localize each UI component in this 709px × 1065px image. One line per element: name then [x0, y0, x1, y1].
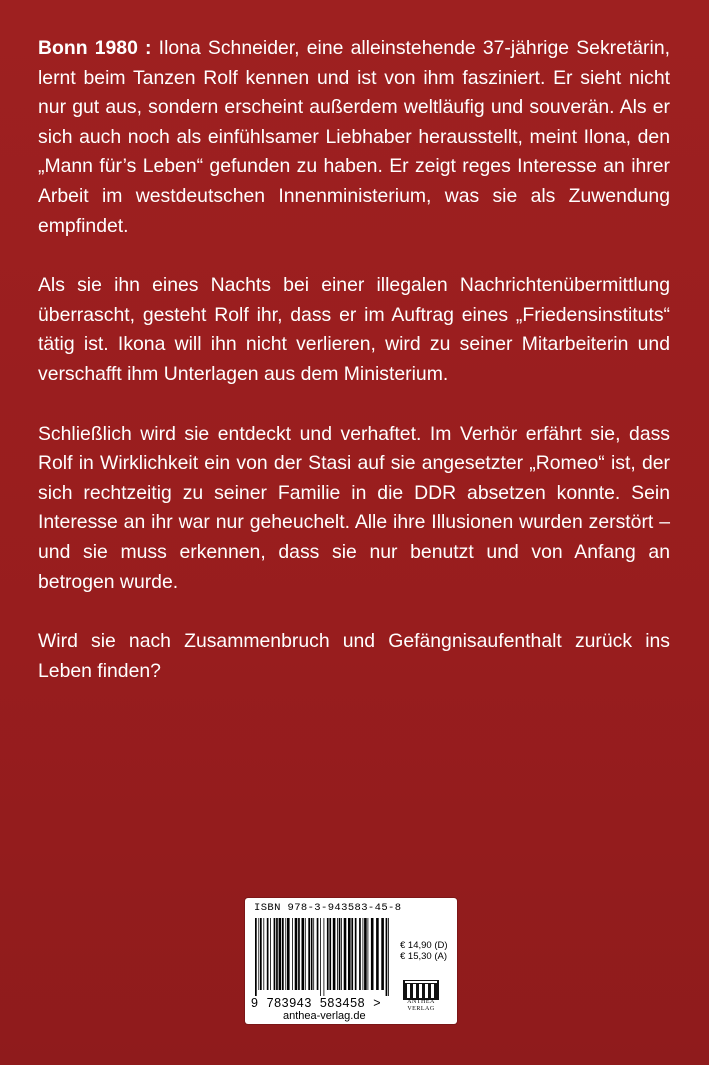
barcode-bar [305, 918, 306, 990]
barcode-bar [344, 918, 347, 990]
barcode-icon [253, 918, 393, 996]
barcode-bar [333, 918, 336, 990]
barcode-bar [341, 918, 342, 990]
barcode-bar [285, 918, 286, 990]
price-at: € 15,30 (A) [400, 951, 447, 962]
barcode-bar [339, 918, 341, 990]
barcode-bar [263, 918, 264, 990]
barcode-bar [295, 918, 298, 990]
blurb-paragraph-1 [38, 34, 670, 241]
blurb-paragraph-2: Als sie ihn eines Nachts bei einer illegalen Nachrichtenübermittlung überrascht, gesteht Rolf ihr, dass er im Auftrag eines „Friedensinstituts“ tätig ist. Ikona will ihn nicht verlieren, wird zu seiner Mitarbeiterin und verschafft ihm Unterlagen aus dem Ministerium. [38, 274, 670, 385]
barcode-bar [311, 918, 313, 990]
barcode-bar [308, 918, 310, 990]
blurb-text [38, 34, 670, 716]
barcode-bar [282, 918, 284, 990]
ean-left-group: 783943 [266, 996, 312, 1010]
barcode-bar [298, 918, 300, 990]
barcode-bar [317, 918, 319, 990]
logo-line-1: ANTHEA [407, 999, 435, 1005]
barcode-bar [348, 918, 351, 990]
isbn-label: ISBN 978-3-943583-45-8 [254, 902, 402, 914]
publisher-website: anthea-verlag.de [283, 1010, 366, 1022]
barcode-bar [386, 918, 388, 996]
ean-right-group: 583458 [319, 996, 366, 1010]
barcode-sticker [245, 898, 457, 1024]
barcode-bar [260, 918, 262, 990]
barcode-bar [267, 918, 269, 990]
barcode-bar [364, 918, 367, 990]
barcode-bar [368, 918, 369, 990]
barcode-bar [258, 918, 259, 990]
barcode-bar [363, 918, 364, 990]
barcode-bar [388, 918, 389, 996]
barcode-bar [327, 918, 329, 990]
barcode-bar [376, 918, 379, 990]
price-de: € 14,90 (D) [400, 940, 448, 951]
barcode-bar [371, 918, 374, 990]
ean-first-digit: 9 [251, 996, 259, 1010]
barcode-bar [329, 918, 331, 990]
barcode-bar [381, 918, 384, 990]
barcode-bar [302, 918, 305, 990]
barcode-bar [287, 918, 290, 990]
barcode-bar [270, 918, 271, 990]
barcode-bar [351, 918, 353, 990]
barcode-bar [355, 918, 357, 990]
blurb-lead: Bonn 1980 : [38, 37, 152, 59]
barcode-bar [276, 918, 278, 990]
barcode-bar [279, 918, 282, 990]
barcode-bar [255, 918, 257, 996]
barcode-bar [313, 918, 314, 990]
ean-digits [251, 996, 381, 1010]
ean-arrow: > [373, 996, 382, 1010]
publisher-logo-text [401, 999, 441, 1013]
blurb-paragraph-3: Schließlich wird sie entdeckt und verhaftet. Im Verhör erfährt sie, dass Rolf in Wirklichkeit ein von der Stasi auf sie angesetzter „Romeo“ ist, der sich rechtzeitig zu seiner Familie in die DDR absetzen konnte. Sein Interesse an ihr war nur geheuchelt. Alle ihre Illusionen wurden zerstört – und sie muss erkennen, dass sie nur benutzt und von Anfang an betrogen wurde. [38, 422, 670, 593]
barcode-bar [320, 918, 321, 996]
barcode-bar [324, 918, 325, 996]
barcode-bar [292, 918, 293, 990]
barcode-bar [274, 918, 276, 990]
barcode-bar [337, 918, 338, 990]
blurb-paragraph-4: Wird sie nach Zusammenbruch und Gefängnisaufenthalt zurück ins Leben finden? [38, 630, 670, 682]
logo-line-2: VERLAG [407, 1006, 435, 1012]
price-block [400, 940, 448, 962]
barcode-bar [359, 918, 361, 990]
blurb-paragraph-1-text: Ilona Schneider, eine alleinstehende 37-jährige Sekretärin, lernt beim Tanzen Rolf kennen und ist von ihm fasziniert. Er sieht nicht nur gut aus, sondern erscheint außerdem weltläufig und souverän. Als er sich auch noch als einfühlsamer Liebhaber herausstellt, meint Ilona, den „Mann für’s Leben“ gefunden zu haben. Er zeigt reges Interesse an ihrer Arbeit im westdeutschen Innenministerium, was sie als Zuwendung empfindet. [38, 37, 670, 237]
